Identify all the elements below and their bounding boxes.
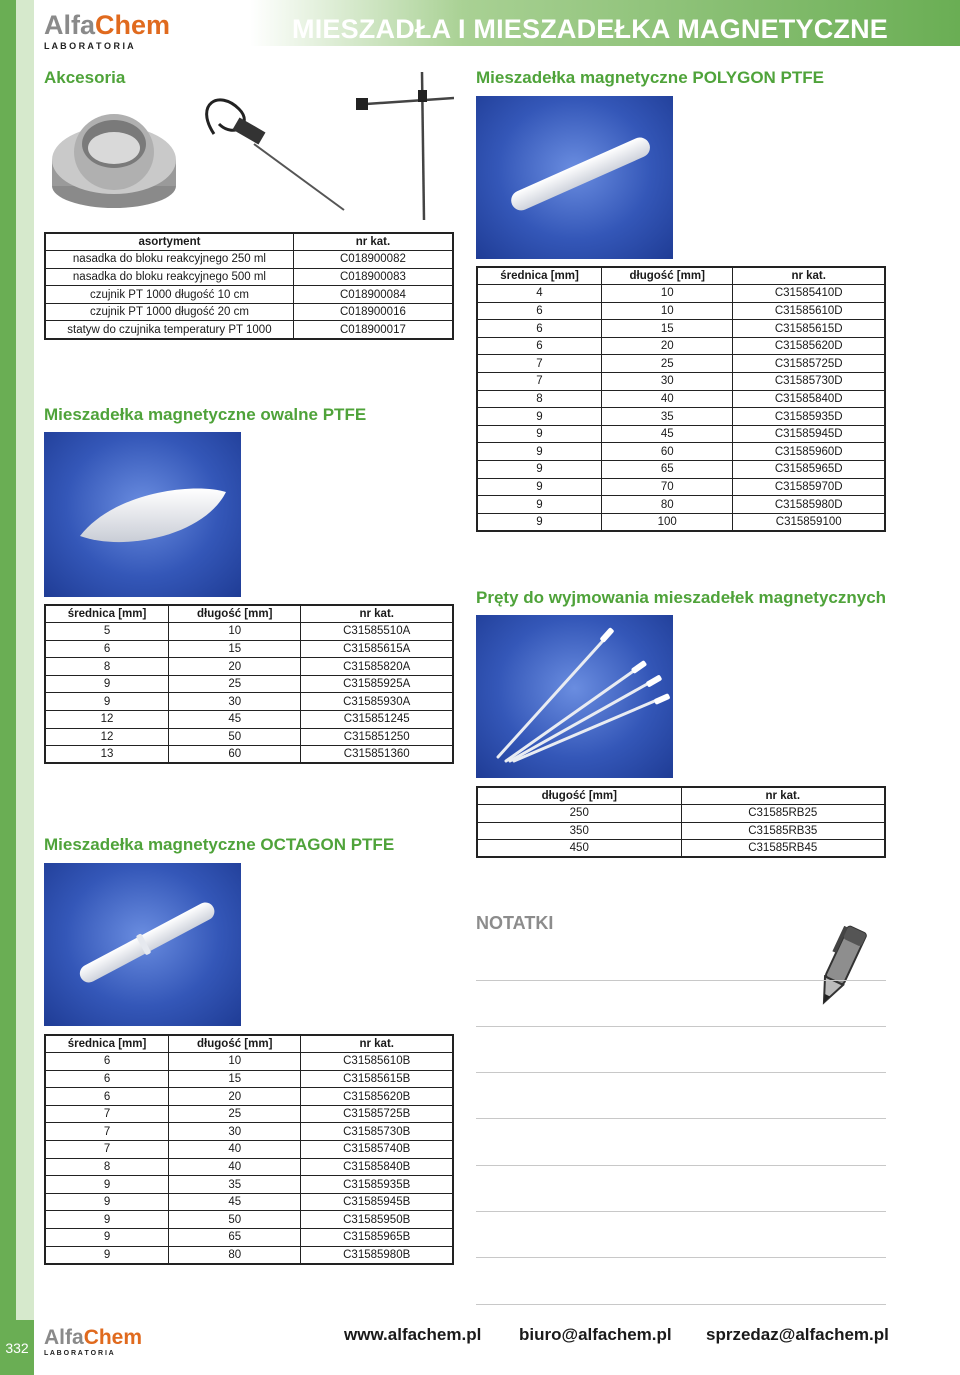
note-line	[476, 1304, 886, 1305]
reactor-insert-image	[52, 114, 176, 208]
table-cell: C31585935B	[301, 1176, 453, 1194]
table-row	[477, 840, 885, 858]
table-cell: C018900084	[293, 286, 453, 304]
sales-email-link[interactable]: sprzedaz@alfachem.pl	[706, 1325, 889, 1344]
table-row	[45, 1105, 453, 1123]
table-cell: 30	[169, 1123, 301, 1141]
table-cell: 9	[45, 1176, 169, 1194]
table-cell: 5	[45, 623, 169, 641]
header-band	[250, 0, 960, 46]
table-cell: 8	[477, 390, 602, 408]
table-row	[477, 337, 885, 355]
note-line	[476, 1118, 886, 1119]
table-cell: C315859100	[733, 513, 885, 531]
column-header: długość [mm]	[602, 267, 733, 285]
table-row	[45, 623, 453, 641]
table-cell: C018900083	[293, 268, 453, 286]
table-cell: C315851245	[301, 711, 453, 729]
table-row	[45, 286, 453, 304]
table-cell: 9	[477, 513, 602, 531]
side-accent-bar	[0, 0, 16, 1375]
note-line	[476, 1072, 886, 1073]
table-cell: 15	[169, 1070, 301, 1088]
octagon-stirrer-image	[44, 863, 241, 1026]
table-cell: 40	[169, 1141, 301, 1159]
table-cell: C31585970D	[733, 478, 885, 496]
table-cell: czujnik PT 1000 długość 20 cm	[45, 303, 293, 321]
table-cell: 12	[45, 728, 169, 746]
table-cell: 6	[477, 320, 602, 338]
table-row	[45, 1070, 453, 1088]
table-cell: 9	[45, 1193, 169, 1211]
table-row	[45, 728, 453, 746]
table-cell: C31585840B	[301, 1158, 453, 1176]
table-row	[45, 251, 453, 269]
table-cell: 45	[602, 425, 733, 443]
table-cell: nasadka do bloku reakcyjnego 250 ml	[45, 251, 293, 269]
table-cell: 350	[477, 822, 681, 840]
table-cell: 30	[602, 373, 733, 391]
table-row	[477, 425, 885, 443]
logo-alfa: Alfa	[44, 1326, 84, 1349]
accessories-table	[44, 232, 454, 340]
table-cell: C31585RB45	[681, 840, 885, 858]
table-cell: C31585945D	[733, 425, 885, 443]
table-cell: 9	[477, 408, 602, 426]
table-cell: 20	[169, 1088, 301, 1106]
table-cell: 6	[45, 1053, 169, 1071]
octagon-stirrer-photo	[44, 863, 241, 1026]
table-cell: 13	[45, 746, 169, 764]
table-cell: 4	[477, 285, 602, 303]
table-cell: 7	[477, 355, 602, 373]
polygon-table	[476, 266, 886, 532]
section-title-oval: Mieszadełka magnetyczne owalne PTFE	[44, 405, 367, 424]
table-header-row	[477, 267, 885, 285]
table-cell: C31585980D	[733, 496, 885, 514]
table-row	[45, 1158, 453, 1176]
table-cell: 35	[602, 408, 733, 426]
column-header: średnica [mm]	[477, 267, 602, 285]
table-header-row	[45, 605, 453, 623]
table-cell: C018900082	[293, 251, 453, 269]
polygon-stirrer-image	[476, 96, 673, 259]
table-cell: C31585RB35	[681, 822, 885, 840]
column-header: długość [mm]	[169, 605, 301, 623]
table-cell: C31585935D	[733, 408, 885, 426]
table-cell: 45	[169, 711, 301, 729]
table-cell: 9	[477, 478, 602, 496]
website-link[interactable]: www.alfachem.pl	[344, 1325, 482, 1344]
table-cell: 12	[45, 711, 169, 729]
table-cell: 40	[169, 1158, 301, 1176]
table-cell: 20	[169, 658, 301, 676]
column-header: nr kat.	[301, 605, 453, 623]
table-row	[477, 443, 885, 461]
temperature-sensor-image	[207, 100, 344, 210]
table-cell: C31585410D	[733, 285, 885, 303]
table-row	[45, 1246, 453, 1264]
table-cell: C31585RB25	[681, 805, 885, 823]
table-cell: C31585725D	[733, 355, 885, 373]
table-cell: 10	[602, 302, 733, 320]
page-number: 332	[0, 1320, 34, 1375]
table-cell: 7	[45, 1123, 169, 1141]
table-row	[477, 408, 885, 426]
table-cell: 80	[169, 1246, 301, 1264]
table-cell: 10	[602, 285, 733, 303]
table-cell: 9	[477, 461, 602, 479]
table-cell: 20	[602, 337, 733, 355]
table-cell: 25	[602, 355, 733, 373]
table-row	[477, 302, 885, 320]
table-header-row	[45, 1035, 453, 1053]
table-row	[477, 390, 885, 408]
table-cell: 9	[45, 1246, 169, 1264]
table-cell: C31585730B	[301, 1123, 453, 1141]
polygon-stirrer-photo	[476, 96, 673, 259]
logo-subtitle: L A B O R A T O R I A	[44, 41, 134, 51]
table-cell: 9	[477, 496, 602, 514]
table-cell: C31585950B	[301, 1211, 453, 1229]
table-cell: 450	[477, 840, 681, 858]
table-cell: 6	[477, 337, 602, 355]
table-row	[477, 285, 885, 303]
table-cell: 8	[45, 658, 169, 676]
column-header: nr kat.	[293, 233, 453, 251]
table-row	[477, 513, 885, 531]
table-cell: C31585615B	[301, 1070, 453, 1088]
table-row	[45, 1211, 453, 1229]
table-row	[45, 268, 453, 286]
table-cell: C018900017	[293, 321, 453, 339]
side-accent-bar-light	[16, 0, 34, 1375]
table-row	[45, 1141, 453, 1159]
table-cell: C315851360	[301, 746, 453, 764]
table-row	[477, 822, 885, 840]
table-cell: 6	[45, 640, 169, 658]
table-cell: C31585960D	[733, 443, 885, 461]
table-cell: 25	[169, 675, 301, 693]
table-cell: 45	[169, 1193, 301, 1211]
table-cell: 100	[602, 513, 733, 531]
oval-stirrer-image	[44, 432, 241, 597]
column-header: asortyment	[45, 233, 293, 251]
table-cell: 35	[169, 1176, 301, 1194]
table-cell: C31585965B	[301, 1229, 453, 1247]
section-title-octagon: Mieszadełka magnetyczne OCTAGON PTFE	[44, 835, 395, 854]
table-cell: 6	[45, 1070, 169, 1088]
table-row	[45, 640, 453, 658]
note-line	[476, 1211, 886, 1212]
octagon-table	[44, 1034, 454, 1265]
table-cell: nasadka do bloku reakcyjnego 500 ml	[45, 268, 293, 286]
table-cell: 10	[169, 623, 301, 641]
table-cell: 9	[45, 693, 169, 711]
table-row	[45, 1088, 453, 1106]
table-row	[477, 461, 885, 479]
table-cell: C31585740B	[301, 1141, 453, 1159]
table-cell: C31585930A	[301, 693, 453, 711]
note-line	[476, 1026, 886, 1027]
table-row	[45, 1053, 453, 1071]
table-cell: 15	[602, 320, 733, 338]
table-row	[45, 1123, 453, 1141]
logo-subtitle: L A B O R A T O R I A	[44, 1350, 114, 1357]
table-cell: 60	[602, 443, 733, 461]
column-header: nr kat.	[733, 267, 885, 285]
column-header: długość [mm]	[477, 787, 681, 805]
table-row	[45, 1193, 453, 1211]
table-cell: 7	[45, 1141, 169, 1159]
table-cell: 7	[477, 373, 602, 391]
logo-chem: Chem	[95, 10, 171, 40]
table-row	[45, 675, 453, 693]
accessories-photos	[44, 64, 454, 224]
table-cell: C31585620B	[301, 1088, 453, 1106]
brand-logo	[44, 12, 170, 51]
footer-brand-logo	[44, 1327, 142, 1357]
table-cell: 250	[477, 805, 681, 823]
table-cell: 60	[169, 746, 301, 764]
table-cell: 50	[169, 728, 301, 746]
rods-photo	[476, 615, 673, 778]
table-row	[477, 320, 885, 338]
table-cell: 50	[169, 1211, 301, 1229]
table-row	[45, 711, 453, 729]
table-cell: C31585615A	[301, 640, 453, 658]
table-row	[45, 303, 453, 321]
pen-icon	[800, 918, 880, 1018]
table-row	[477, 355, 885, 373]
table-cell: 9	[45, 1229, 169, 1247]
table-cell: 40	[602, 390, 733, 408]
note-line	[476, 1257, 886, 1258]
logo-alfa: Alfa	[44, 10, 96, 40]
table-cell: C31585620D	[733, 337, 885, 355]
page-title: MIESZADŁA I MIESZADEŁKA MAGNETYCZNE	[292, 14, 888, 44]
section-title-rods: Pręty do wyjmowania mieszadełek magnetycznych	[476, 588, 887, 607]
table-row	[45, 1229, 453, 1247]
table-cell: 9	[45, 1211, 169, 1229]
column-header: nr kat.	[681, 787, 885, 805]
table-cell: czujnik PT 1000 długość 10 cm	[45, 286, 293, 304]
table-cell: 65	[169, 1229, 301, 1247]
table-cell: C018900016	[293, 303, 453, 321]
table-cell: 30	[169, 693, 301, 711]
table-cell: 6	[45, 1088, 169, 1106]
column-header: nr kat.	[301, 1035, 453, 1053]
table-header-row	[477, 787, 885, 805]
table-cell: C31585725B	[301, 1105, 453, 1123]
table-row	[45, 321, 453, 339]
table-row	[477, 496, 885, 514]
table-cell: 80	[602, 496, 733, 514]
logo-chem: Chem	[83, 1326, 143, 1349]
table-cell: statyw do czujnika temperatury PT 1000	[45, 321, 293, 339]
section-title-accessories: Akcesoria	[44, 68, 126, 87]
table-header-row	[45, 233, 453, 251]
table-row	[45, 1176, 453, 1194]
table-row	[45, 658, 453, 676]
table-row	[477, 478, 885, 496]
table-cell: C315851250	[301, 728, 453, 746]
table-cell: C31585510A	[301, 623, 453, 641]
column-header: średnica [mm]	[45, 1035, 169, 1053]
table-cell: 8	[45, 1158, 169, 1176]
note-line	[476, 1165, 886, 1166]
table-cell: 65	[602, 461, 733, 479]
column-header: długość [mm]	[169, 1035, 301, 1053]
table-cell: 25	[169, 1105, 301, 1123]
table-cell: 6	[477, 302, 602, 320]
table-cell: C31585925A	[301, 675, 453, 693]
table-cell: 10	[169, 1053, 301, 1071]
section-title-polygon: Mieszadełka magnetyczne POLYGON PTFE	[476, 68, 824, 87]
table-cell: 9	[477, 443, 602, 461]
sensor-stand-image	[356, 72, 454, 220]
table-row	[45, 693, 453, 711]
table-cell: C31585615D	[733, 320, 885, 338]
table-row	[45, 746, 453, 764]
table-cell: C31585965D	[733, 461, 885, 479]
table-cell: 9	[45, 675, 169, 693]
table-row	[477, 805, 885, 823]
table-cell: C31585840D	[733, 390, 885, 408]
table-row	[477, 373, 885, 391]
table-cell: 9	[477, 425, 602, 443]
table-cell: C31585820A	[301, 658, 453, 676]
table-cell: C31585610D	[733, 302, 885, 320]
table-cell: 15	[169, 640, 301, 658]
table-cell: C31585730D	[733, 373, 885, 391]
note-line	[476, 980, 886, 981]
table-cell: C31585980B	[301, 1246, 453, 1264]
rods-table	[476, 786, 886, 858]
table-cell: 7	[45, 1105, 169, 1123]
retriever-rods-image	[476, 615, 673, 778]
notes-title: NOTATKI	[476, 913, 554, 933]
office-email-link[interactable]: biuro@alfachem.pl	[519, 1325, 672, 1344]
column-header: średnica [mm]	[45, 605, 169, 623]
oval-stirrer-photo	[44, 432, 241, 597]
table-cell: C31585610B	[301, 1053, 453, 1071]
table-cell: 70	[602, 478, 733, 496]
table-cell: C31585945B	[301, 1193, 453, 1211]
oval-table	[44, 604, 454, 764]
